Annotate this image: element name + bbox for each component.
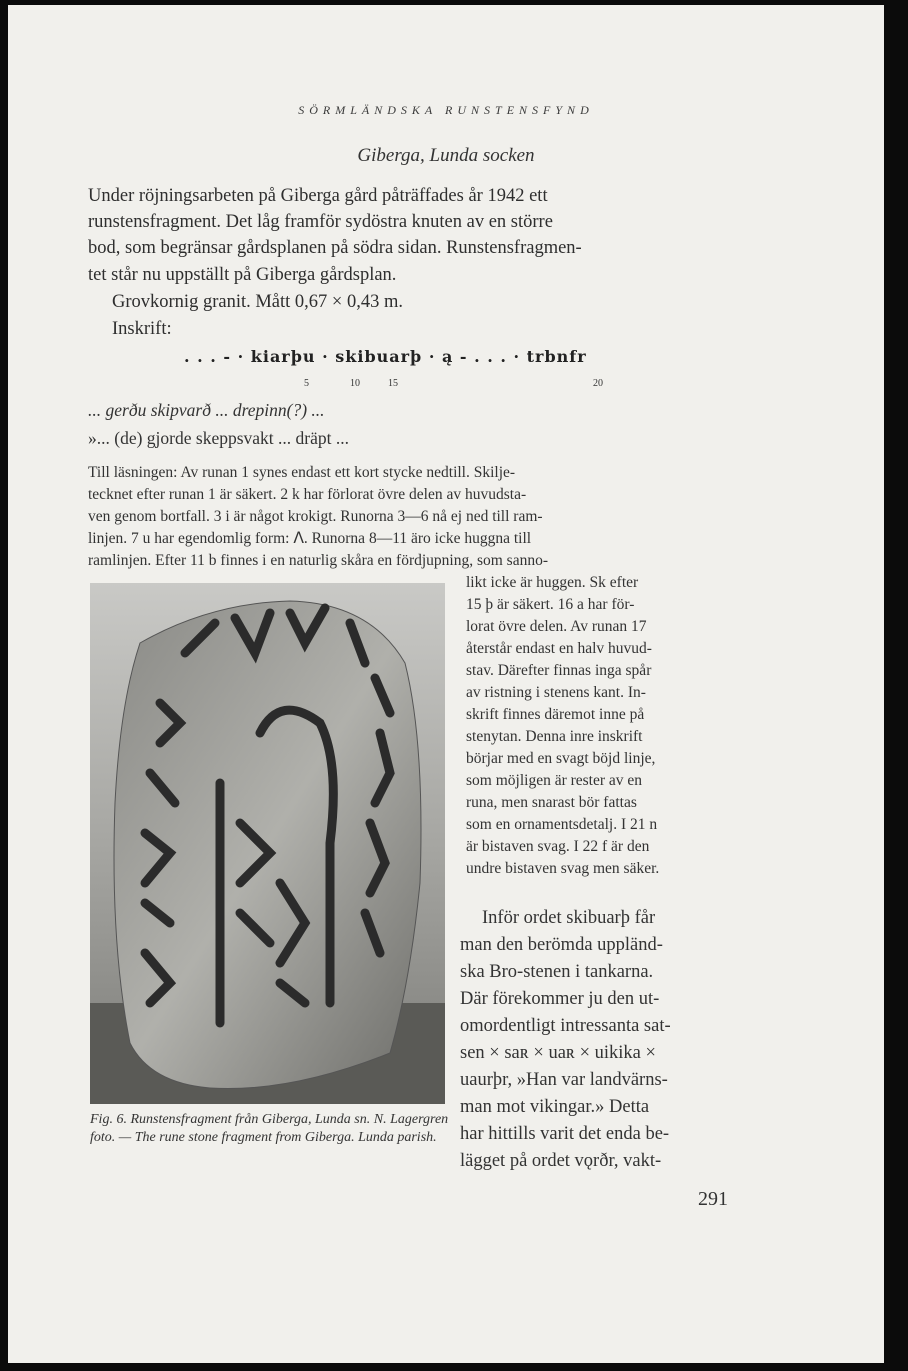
rune-number: 10 [350,378,360,389]
body-line: ska Bro-stenen i tankarna. [460,962,654,982]
intro-line: bod, som begränsar gårdsplanen på södra sidan. Runstensfragmen- [88,238,582,258]
body-line: lägget på ordet vǫrðr, vakt- [460,1151,662,1171]
section-subtitle: Giberga, Lunda socken [357,145,535,166]
intro-line: tet står nu uppställt på Giberga gårdsplan. [88,265,397,285]
note-line: likt icke är huggen. Sk efter [466,574,639,591]
note-line: är bistaven svag. I 22 f är den [466,838,650,855]
rune-number: 5 [304,378,309,389]
page-number: 291 [698,1188,728,1210]
body-line: har hittills varit det enda be- [460,1124,670,1144]
rune-number: 20 [593,378,603,389]
note-line: ven genom bortfall. 3 i är något krokigt. Runorna 3—6 nå ej ned till ram- [88,508,543,525]
note-line: av ristning i stenens kant. In- [466,684,646,701]
rune-number: 15 [388,378,398,389]
note-line: börjar med en svagt böjd linje, [466,750,656,767]
translation: »... (de) gjorde skeppsvakt ... dräpt ... [88,428,349,448]
body-line: uaurþr, »Han var landvärns- [460,1070,668,1090]
body-line: man mot vikingar.» Detta [460,1097,650,1117]
intro-line: runstensfragment. Det låg framför sydöstra knuten av en större [88,212,553,232]
body-line: man den berömda uppländ- [460,935,663,955]
note-line: stenytan. Denna inre inskrift [466,728,643,745]
note-line: lorat övre delen. Av runan 17 [466,618,647,635]
note-line: återstår endast en halv huvud- [466,640,652,657]
note-line: linjen. 7 u har egendomlig form: ᐱ. Runorna 8—11 äro icke huggna till [88,530,532,547]
body-line: Där förekommer ju den ut- [460,989,660,1009]
body-line: Inför ordet skibuarþ får [482,908,656,928]
page [8,5,884,1363]
note-line: skrift finnes däremot inne på [466,706,645,723]
note-line: som möjligen är rester av en [466,772,643,789]
note-line: runa, men snarast bör fattas [466,794,637,811]
note-line: undre bistaven svag men säker. [466,860,660,877]
body-line: omordentligt intressanta sat- [460,1016,671,1036]
intro-line: Grovkornig granit. Mått 0,67 × 0,43 m. [112,292,403,312]
intro-line: Inskrift: [112,319,172,339]
note-line: 15 þ är säkert. 16 a har för- [466,596,635,613]
note-line: som en ornamentsdetalj. I 21 n [466,816,658,833]
note-line: tecknet efter runan 1 är säkert. 2 k har förlorat övre delen av huvudsta- [88,486,527,503]
figure-caption: Fig. 6. Runstensfragment från Giberga, Lunda sn. N. Lagergren foto. — The rune stone fragment from Giberga. Lunda parish. [90,1112,449,1145]
note-line: Till läsningen: Av runan 1 synes endast ett kort stycke nedtill. Skilje- [88,464,516,481]
rune-transliteration: . . . - · kiarþu · skibuarþ · ą - . . . · trbnfr [184,347,587,366]
intro-line: Under röjningsarbeten på Giberga gård påträffades år 1942 ett [88,186,548,206]
normalized-reading: ... gerðu skipvarð ... drepinn(?) ... [88,400,325,420]
running-header: SÖRMLÄNDSKA RUNSTENSFYND [298,103,594,117]
note-line: ramlinjen. Efter 11 b finnes i en naturlig skåra en fördjupning, som sanno- [88,552,549,569]
body-line: sen × saʀ × uaʀ × uikika × [460,1043,656,1063]
note-line: stav. Därefter finnas inga spår [466,662,652,679]
rune-stone-photo [90,583,445,1104]
